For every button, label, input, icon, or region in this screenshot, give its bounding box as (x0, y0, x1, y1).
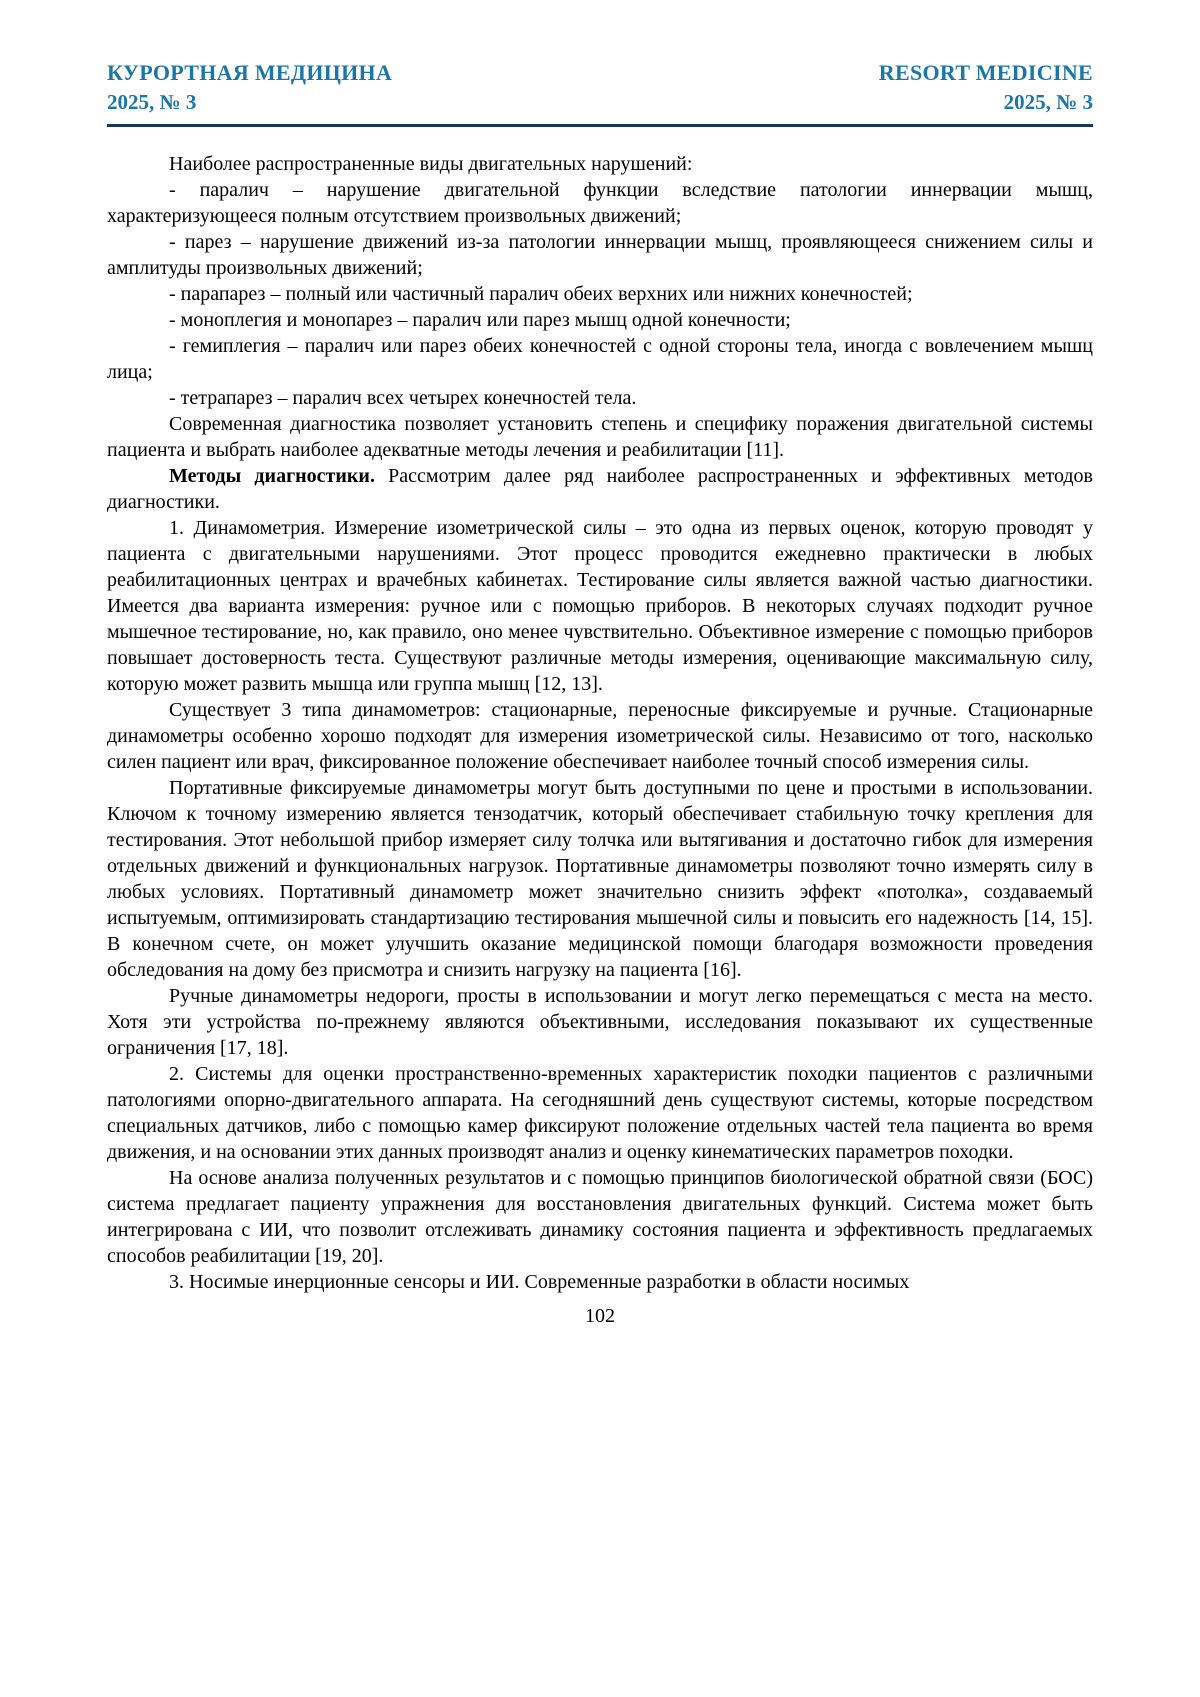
body-paragraph: Современная диагностика позволяет установить степень и специфику поражения двигательной системы пациента и выбрать наиболее адекватные методы лечения и реабилитации [11]. (107, 413, 1093, 461)
body-paragraph: - тетрапарез – паралич всех четырех конечностей тела. (169, 387, 637, 409)
body-paragraph: - парез – нарушение движений из-за патологии иннервации мышц, проявляющееся снижением силы и амплитуды произвольных движений; (107, 231, 1093, 279)
header-right (879, 60, 1093, 115)
body-paragraph: 2. Системы для оценки пространственно-временных характеристик походки пациентов с различными патологиями опорно-двигательного аппарата. На сегодняшний день существуют системы, которые посредством специальных датчиков, либо с помощью камер фиксируют положение отдельных частей тела пациента во время движения, и на основании этих данных производят анализ и оценку кинематических параметров походки. (107, 1063, 1093, 1163)
body-paragraph: - парапарез – полный или частичный паралич обеих верхних или нижних конечностей; (169, 283, 913, 305)
body-paragraph: - гемиплегия – паралич или парез обеих конечностей с одной стороны тела, иногда с вовлечением мышц лица; (107, 335, 1093, 383)
body-paragraph: - паралич – нарушение двигательной функции вследствие патологии иннервации мышц, характеризующееся полным отсутствием произвольных движений; (107, 179, 1093, 227)
body-paragraph: 1. Динамометрия. Измерение изометрической силы – это одна из первых оценок, которую проводят у пациента с двигательными нарушениями. Этот процесс проводится ежедневно практически в любых реабилитационных центрах и врачебных кабинетах. Тестирование силы является важной частью диагностики. Имеется два варианта измерения: ручное или с помощью приборов. В некоторых случаях подходит ручное мышечное тестирование, но, как правило, оно менее чувствительно. Объективное измерение с помощью приборов повышает достоверность теста. Существуют различные методы измерения, оценивающие максимальную силу, которую может развить мышца или группа мышц [12, 13]. (107, 517, 1093, 695)
page-header (107, 60, 1093, 115)
body-paragraph: На основе анализа полученных результатов и с помощью принципов биологической обратной связи (БОС) система предлагает пациенту упражнения для восстановления двигательных функций. Система может быть интегрирована с ИИ, что позволит отслеживать динамику состояния пациента и эффективность предлагаемых способов реабилитации [19, 20]. (107, 1167, 1093, 1267)
article-body (107, 151, 1093, 1295)
journal-issue-ru: 2025, № 3 (107, 90, 197, 114)
body-paragraph: Наиболее распространенные виды двигательных нарушений: (169, 153, 693, 175)
body-paragraph: Портативные фиксируемые динамометры могут быть доступными по цене и простыми в использовании. Ключом к точному измерению является тензодатчик, который обеспечивает стабильную точку крепления для тестирования. Этот небольшой прибор измеряет силу толчка или вытягивания и достаточно гибок для измерения отдельных движений и функциональных нагрузок. Портативные динамометры позволяют точно измерять силу в любых условиях. Портативный динамометр может значительно снизить эффект «потолка», создаваемый испытуемым, оптимизировать стандартизацию тестирования мышечной силы и повысить его надежность [14, 15]. В конечном счете, он может улучшить оказание медицинской помощи благодаря возможности проведения обследования на дому без присмотра и снизить нагрузку на пациента [16]. (107, 777, 1093, 981)
body-paragraph: Методы диагностики. Рассмотрим далее ряд наиболее распространенных и эффективных методов диагностики. (107, 465, 1093, 513)
body-paragraph: Существует 3 типа динамометров: стационарные, переносные фиксируемые и ручные. Стационарные динамометры особенно хорошо подходят для измерения изометрической силы. Независимо от того, насколько силен пациент или врач, фиксированное положение обеспечивает наиболее точный способ измерения силы. (107, 699, 1093, 773)
header-left (107, 60, 392, 115)
body-paragraph: 3. Носимые инерционные сенсоры и ИИ. Современные разработки в области носимых (169, 1271, 910, 1293)
journal-title-ru: КУРОРТНАЯ МЕДИЦИНА (107, 60, 393, 85)
body-paragraph: - моноплегия и монопарез – паралич или парез мышц одной конечности; (169, 309, 791, 331)
journal-title-en: RESORT MEDICINE (878, 60, 1093, 85)
page-number: 102 (585, 1305, 615, 1327)
page-footer (107, 1303, 1093, 1329)
journal-issue-en: 2025, № 3 (1003, 90, 1093, 114)
header-rule (107, 124, 1093, 127)
body-paragraph: Ручные динамометры недороги, просты в использовании и могут легко перемещаться с места на место. Хотя эти устройства по-прежнему являются объективными, исследования показывают их существенные ограничения [17, 18]. (107, 985, 1093, 1059)
paragraph-lead-bold: Методы диагностики. (169, 465, 375, 487)
